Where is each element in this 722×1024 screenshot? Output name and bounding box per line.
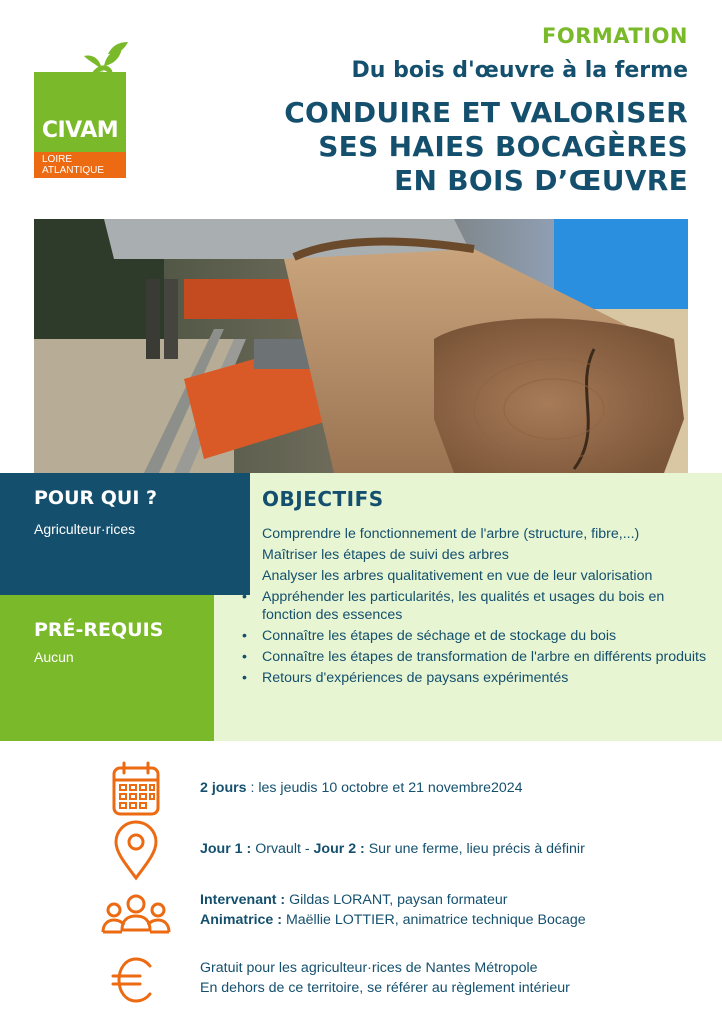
price-line: Gratuit pour les agriculteur·rices de Nantes Métropole [200, 960, 538, 976]
euro-icon [104, 948, 168, 1012]
objectives-heading: OBJECTIFS [262, 487, 384, 511]
kicker-label: FORMATION [542, 24, 688, 48]
subtitle: Du bois d'œuvre à la ferme [351, 58, 688, 83]
team-text [200, 890, 586, 930]
list-item: • Maîtriser les étapes de suivi des arbres [240, 546, 710, 564]
list-item: • Analyser les arbres qualitativement en vue de leur valorisation [240, 567, 710, 585]
prerequisites-text: Aucun [34, 649, 74, 665]
day2-value: Sur une ferme, lieu précis à définir [364, 841, 585, 857]
speaker-label: Intervenant : [200, 892, 286, 908]
logo-region [34, 152, 126, 178]
audience-text: Agriculteur·rices [34, 521, 136, 537]
dates-label: 2 jours [200, 780, 247, 796]
dates-text [200, 778, 523, 798]
title-line: SES HAIES BOCAGÈRES [318, 130, 688, 163]
objectives-list [240, 525, 710, 690]
logo-name: CIVAM [41, 118, 119, 143]
prerequisites-heading: PRÉ-REQUIS [34, 619, 164, 641]
speaker-row [200, 890, 586, 910]
calendar-icon [104, 760, 168, 824]
host-label: Animatrice : [200, 912, 282, 928]
page-title [128, 96, 688, 198]
list-item: • Appréhender les particularités, les qualités et usages du bois en fonction des essences [240, 588, 710, 624]
host-value: Maëllie LOTTIER, animatrice technique Bocage [282, 912, 586, 928]
price-line: En dehors de ce territoire, se référer au règlement intérieur [200, 980, 570, 996]
list-item: • Connaître les étapes de séchage et de stockage du bois [240, 627, 710, 645]
list-item: • Comprendre le fonctionnement de l'arbre (structure, fibre,...) [240, 525, 710, 543]
people-icon [100, 884, 172, 948]
audience-heading: POUR QUI ? [34, 487, 158, 509]
sawmill-photo [34, 219, 688, 473]
prerequisites-panel [0, 595, 214, 741]
civam-logo [34, 36, 126, 178]
price-text [200, 958, 570, 998]
location-pin-icon [104, 820, 168, 884]
title-line: EN BOIS D’ŒUVRE [394, 164, 688, 197]
location-text [200, 839, 585, 859]
title-line: CONDUIRE ET VALORISER [284, 96, 688, 129]
logo-region-line2: ATLANTIQUE [42, 165, 105, 176]
list-item: • Connaître les étapes de transformation de l'arbre en différents produits [240, 648, 710, 666]
list-item: • Retours d'expériences de paysans expérimentés [240, 669, 710, 687]
speaker-value: Gildas LORANT, paysan formateur [285, 892, 508, 908]
dates-value: : les jeudis 10 octobre et 21 novembre2024 [246, 780, 523, 796]
host-row [200, 910, 586, 930]
day2-label: Jour 2 : [313, 841, 365, 857]
day1-label: Jour 1 : [200, 841, 252, 857]
logo-region-line1: LOIRE [42, 154, 73, 165]
day1-value: Orvault - [251, 841, 314, 857]
